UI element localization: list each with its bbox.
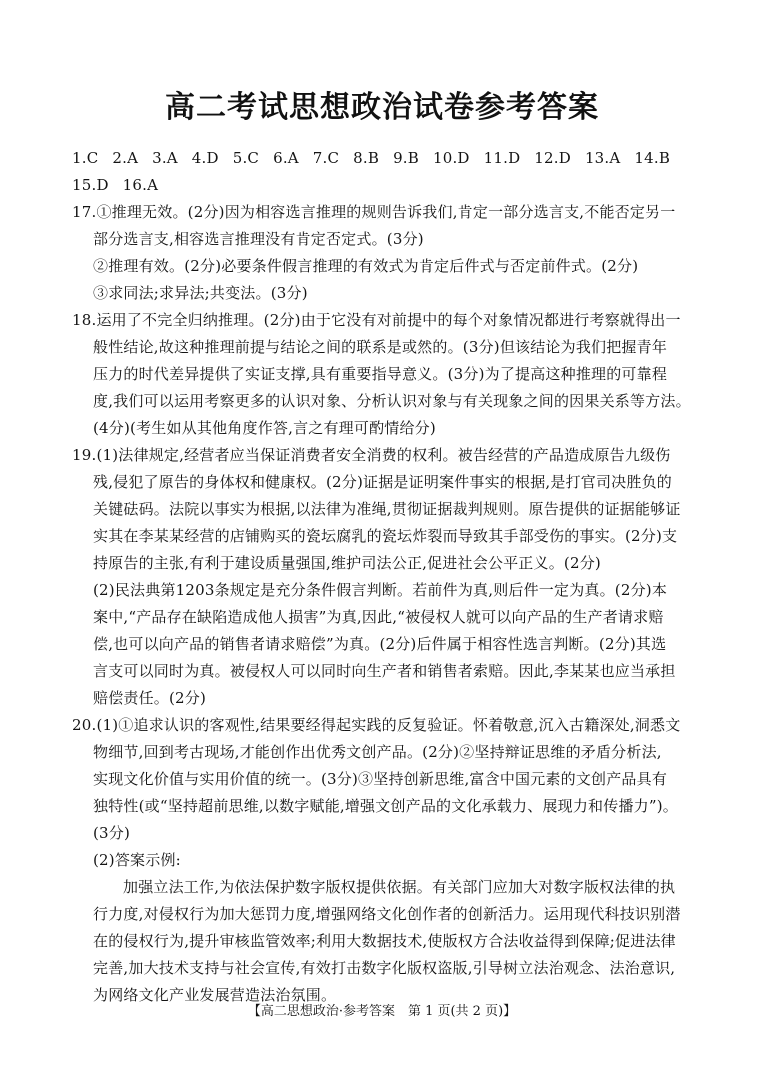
q19-line: 关键砝码。法院以事实为根据,以法律为准绳,贯彻证据裁判规则。原告提供的证据能够证 xyxy=(93,500,681,518)
choice-answer: 7.C xyxy=(312,149,340,167)
q19-line: 19.(1)法律规定,经营者应当保证消费者安全消费的权利。被告经营的产品造成原告九级伤 xyxy=(72,446,671,464)
q20-line: 20.(1)①追求认识的客观性,结果要经得起实践的反复验证。怀着敬意,沉入古籍深处,洞悉文 xyxy=(72,716,681,734)
q20-line: (3分) xyxy=(93,824,131,842)
q17-line: 17.①推理无效。(2分)因为相容选言推理的规则告诉我们,肯定一部分选言支,不能否定另一 xyxy=(72,203,676,221)
choice-answer: 4.D xyxy=(191,149,219,167)
choice-answer: 2.A xyxy=(112,149,139,167)
choice-answer: 14.B xyxy=(634,149,671,167)
choice-answers-row-1 xyxy=(72,148,679,168)
choice-answer: 1.C xyxy=(72,149,99,167)
q18-line: 压力的时代差异提供了实证支撑,具有重要指导意义。(3分)为了提高这种推理的可靠程 xyxy=(93,365,668,383)
q20-line: 行力度,对侵权行为加大惩罚力度,增强网络文化创作者的创新活力。运用现代科技识别潜 xyxy=(93,905,681,923)
q17-line: 部分选言支,相容选言推理没有肯定否定式。(3分) xyxy=(93,230,424,248)
q18-line: 般性结论,故这种推理前提与结论之间的联系是或然的。(3分)但该结论为我们把握青年 xyxy=(93,338,668,356)
q20-line: 物细节,回到考古现场,才能创作出优秀文创产品。(2分)②坚持辩证思维的矛盾分析法, xyxy=(93,743,662,761)
q20-line: 独特性(或“坚持超前思维,以数字赋能,增强文创产品的文化承载力、展现力和传播力”)。 xyxy=(93,797,678,815)
page-footer: 【高二思想政治·参考答案 第 1 页(共 2 页)】 xyxy=(247,1004,517,1019)
q20-line: (2)答案示例: xyxy=(93,851,181,869)
choice-answer: 3.A xyxy=(152,149,178,167)
q17-line: ③求同法;求异法;共变法。(3分) xyxy=(93,284,308,302)
choice-answer: 10.D xyxy=(432,149,470,167)
choice-answer: 5.C xyxy=(232,149,260,167)
choice-answer: 12.D xyxy=(534,149,571,167)
q19-line: 案中,“产品存在缺陷造成他人损害”为真,因此,“被侵权人就可以向产品的生产者请求赔 xyxy=(93,608,664,626)
q18-line: 18.运用了不完全归纳推理。(2分)由于它没有对前提中的每个对象情况都进行考察就得出一 xyxy=(72,311,681,329)
q19-line: 残,侵犯了原告的身体权和健康权。(2分)证据是证明案件事实的根据,是打官司决胜负的 xyxy=(93,473,672,491)
q19-line: 偿,也可以向产品的销售者请求赔偿”为真。(2分)后件属于相容性选言判断。(2分)其选 xyxy=(93,635,667,653)
q19-line: 持原告的主张,有利于建设质量强国,维护司法公正,促进社会公平正义。(2分) xyxy=(93,554,601,572)
choice-answer: 6.A xyxy=(273,149,299,167)
q19-line: 言支可以同时为真。被侵权人可以同时向生产者和销售者索赔。因此,李某某也应当承担 xyxy=(93,662,676,680)
choice-answer: 15.D xyxy=(72,176,109,194)
q18-line: 度,我们可以运用考察更多的认识对象、分析认识对象与有关现象之间的因果关系等方法。 xyxy=(93,392,691,410)
q17-line: ②推理有效。(2分)必要条件假言推理的有效式为肯定后件式与否定前件式。(2分) xyxy=(93,257,639,275)
q19-line: 赔偿责任。(2分) xyxy=(93,689,207,707)
q20-line: 实现文化价值与实用价值的统一。(3分)③坚持创新思维,富含中国元素的文创产品具有 xyxy=(93,770,668,788)
page-title: 高二考试思想政治试卷参考答案 xyxy=(165,90,599,125)
q19-line: (2)民法典第1203条规定是充分条件假言判断。若前件为真,则后件一定为真。(2分)本 xyxy=(93,581,668,599)
q19-line: 实其在李某某经营的店铺购买的瓷坛腐乳的瓷坛炸裂而导致其手部受伤的事实。(2分)支 xyxy=(93,527,678,545)
choice-answer: 8.B xyxy=(353,149,380,167)
choice-answer: 9.B xyxy=(393,149,419,167)
choice-answer: 16.A xyxy=(122,176,159,194)
q20-line: 为网络文化产业发展营造法治氛围。 xyxy=(93,986,337,1004)
q20-line: 加强立法工作,为依法保护数字版权提供依据。有关部门应加大对数字版权法律的执 xyxy=(123,878,676,896)
q20-line: 在的侵权行为,提升审核监管效率;利用大数据技术,使版权方合法收益得到保障;促进法律 xyxy=(93,932,676,950)
choice-answer: 13.A xyxy=(584,149,621,167)
q20-line: 完善,加大技术支持与社会宣传,有效打击数字化版权盗版,引导树立法治观念、法治意识, xyxy=(93,959,676,977)
choice-answer: 11.D xyxy=(483,149,521,167)
q18-line: (4分)(考生如从其他角度作答,言之有理可酌情给分) xyxy=(93,419,436,437)
choice-answers-row-2 xyxy=(72,175,167,195)
